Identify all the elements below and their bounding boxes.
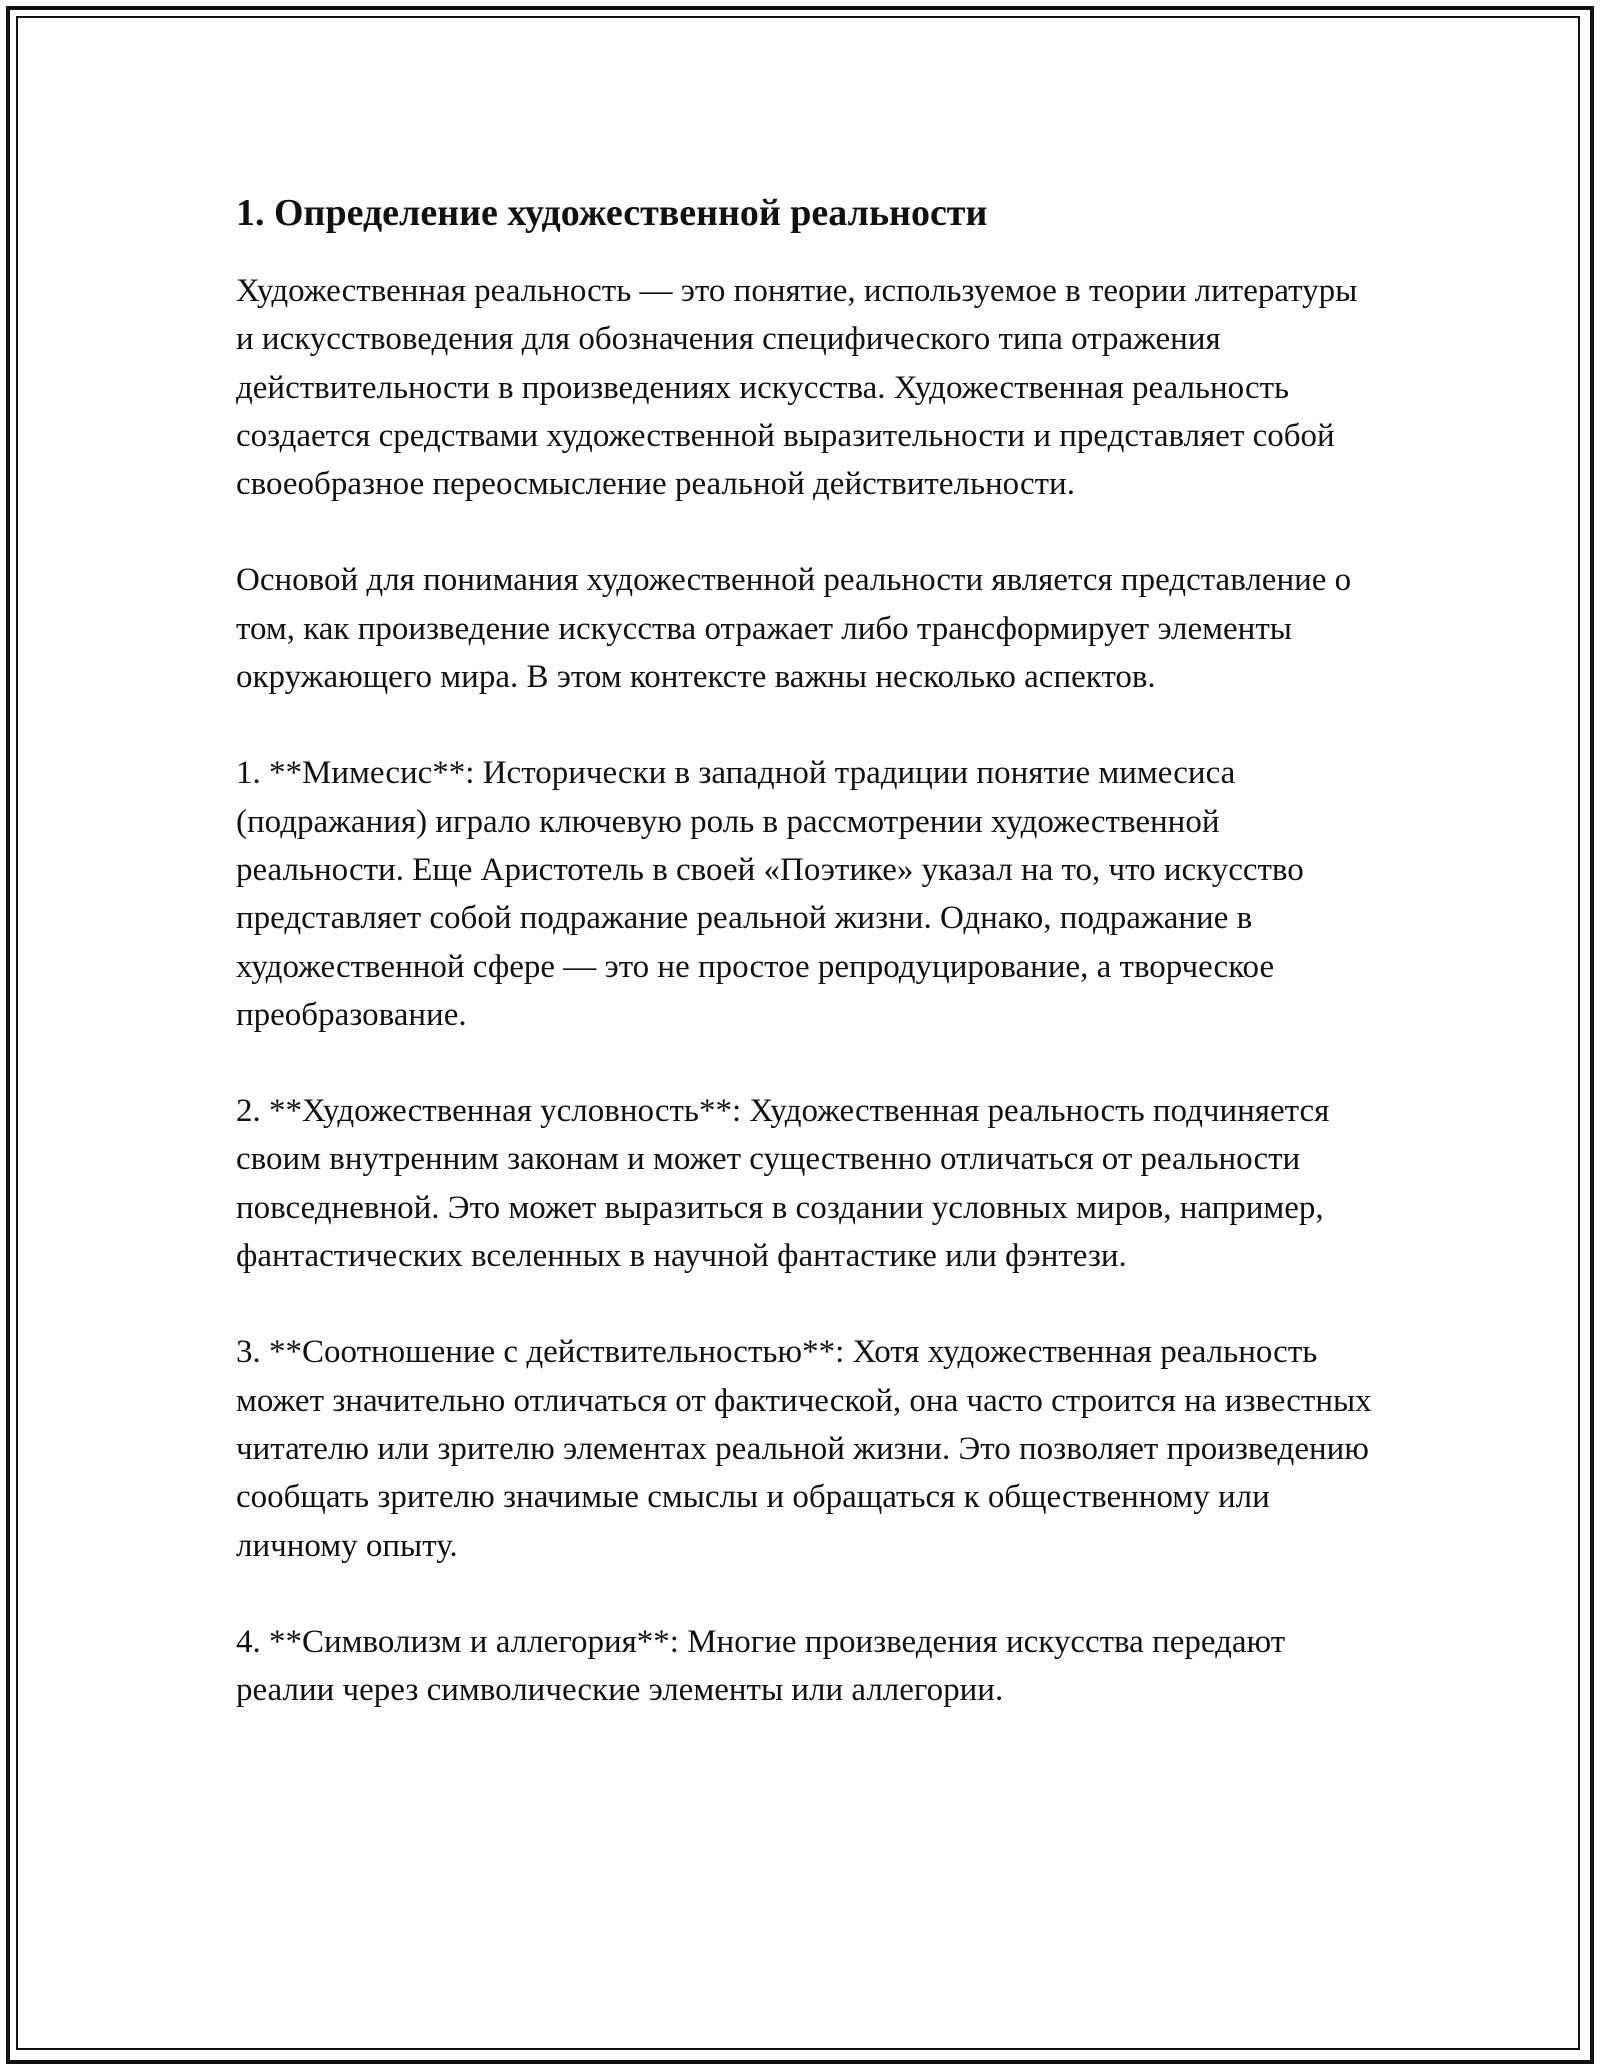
document-body [236, 185, 1376, 1762]
paragraph-basis: Основой для понимания художественной реальности является представление о том, как произведение искусства отражает либо трансформирует элементы окружающего мира. В этом контексте важны несколько аспектов. [236, 562, 1352, 696]
list-item-relation: 3. **Соотношение с действительностью**: Хотя художественная реальность может значительно отличаться от фактической, она часто строится на известных читателю или зрителю элементах реальной жизни. Это позволяет произведению сообщать зрителю значимые смыслы и обращаться к общественному или личному опыту. [236, 1334, 1372, 1564]
list-item-mimesis: 1. **Мимесис**: Исторически в западной традиции понятие мимесиса (подражания) играло ключевую роль в рассмотрении художественной реальности. Еще Аристотель в своей «Поэтике» указал на то, что искусство представляет собой подражание реальной жизни. Однако, подражание в художественной сфере — это не простое репродуцирование, а творческое преобразование. [236, 755, 1304, 1033]
paragraph-definition: Художественная реальность — это понятие, используемое в теории литературы и искусствоведения для обозначения специфического типа отражения действительности в произведениях искусства. Художественная реальность создается средствами художественной выразительности и представляет собой своеобразное переосмысление реальной действительности. [236, 273, 1358, 503]
list-item-convention: 2. **Художественная условность**: Художественная реальность подчиняется своим внутренним законам и может существенно отличаться от реальности повседневной. Это может выразиться в создании условных миров, например, фантастических вселенных в научной фантастике или фэнтези. [236, 1093, 1330, 1275]
list-item-symbolism: 4. **Символизм и аллегория**: Многие произведения искусства передают реалии через символические элементы или аллегории. [236, 1623, 1286, 1709]
section-heading: 1. Определение художественной реальности [236, 192, 988, 234]
